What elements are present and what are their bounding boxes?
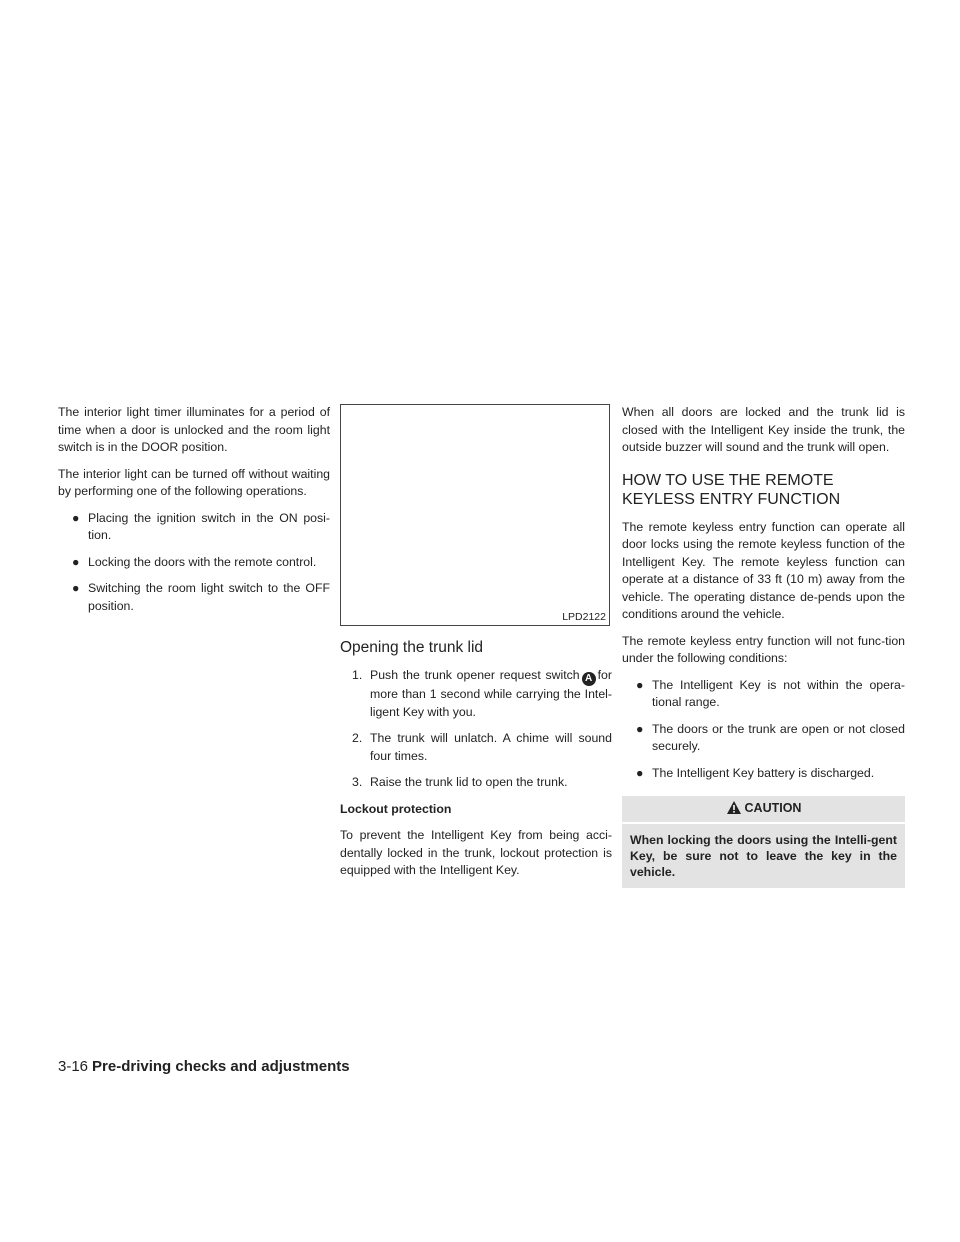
caution-text: When locking the doors using the Intelli-gent Key, be sure not to leave the key in the vehicle. <box>630 833 897 879</box>
interior-light-off-paragraph: The interior light can be turned off without waiting by performing one of the following operations. <box>58 466 330 498</box>
page-number: 3-16 <box>58 1058 89 1075</box>
middle-column <box>340 404 612 889</box>
left-column <box>58 404 330 624</box>
bullet-icon: ● <box>72 554 80 569</box>
remote-keyless-conditions-paragraph: The remote keyless entry function will not func-tion under the following conditions: <box>622 633 905 665</box>
opening-trunk-heading: Opening the trunk lid <box>340 639 484 656</box>
interior-light-timer-paragraph: The interior light timer illuminates for a period of time when a door is unlocked and the room light switch is in the DOOR position. <box>58 405 330 454</box>
lockout-protection-paragraph: To prevent the Intelligent Key from being acci-dentally locked in the trunk, lockout protection is equipped with the Intelligent Key. <box>340 828 612 877</box>
trunk-steps-list <box>340 667 612 792</box>
right-column <box>622 404 905 888</box>
bullet-icon: ● <box>636 765 644 780</box>
list-item: ● The Intelligent Key battery is discharged. <box>622 765 905 783</box>
list-item: ● The Intelligent Key is not within the opera-tional range. <box>636 677 905 709</box>
remote-keyless-description-paragraph: The remote keyless entry function can operate all door locks using the remote keyless function of the Intelligent Key. The remote keyless function can operate at a distance of 33 ft (10 m) away from the vehicle. The operating distance de-pends upon the conditions around the vehicle. <box>622 519 905 621</box>
list-item: 2. The trunk will unlatch. A chime will sound four times. <box>352 731 612 763</box>
bullet-icon: ● <box>636 677 644 692</box>
list-item: ● Placing the ignition switch in the ON posi-tion. <box>72 510 330 542</box>
list-item: ● Switching the room light switch to the OFF position. <box>72 581 330 613</box>
remote-keyless-conditions-list <box>622 677 905 783</box>
remote-keyless-heading: HOW TO USE THE REMOTE KEYLESS ENTRY FUNCTION <box>622 471 841 508</box>
callout-a-icon: A <box>582 672 596 686</box>
list-item: ● Locking the doors with the remote control. <box>58 554 330 572</box>
trunk-buzzer-paragraph: When all doors are locked and the trunk lid is closed with the Intelligent Key inside the trunk, the outside buzzer will sound and the trunk will open. <box>622 405 905 454</box>
warning-triangle-icon <box>726 800 742 815</box>
list-item: 1. Push the trunk opener request switch A for more than 1 second while carrying the Intel-ligent Key with you. <box>352 668 612 719</box>
bullet-icon: ● <box>72 581 80 595</box>
list-item: 3. Raise the trunk lid to open the trunk. <box>352 775 568 789</box>
trunk-illustration-figure <box>340 404 610 626</box>
page-footer <box>58 1057 350 1077</box>
bullet-icon: ● <box>72 510 80 525</box>
interior-light-operations-list <box>58 510 330 616</box>
figure-label: LPD2122 <box>562 611 606 623</box>
bullet-icon: ● <box>636 721 644 736</box>
caution-box <box>622 796 905 888</box>
section-title: Pre-driving checks and adjustments <box>92 1058 350 1075</box>
lockout-protection-heading: Lockout protection <box>340 801 452 816</box>
caution-header: CAUTION <box>622 796 905 824</box>
list-item: ● The doors or the trunk are open or not closed securely. <box>636 721 905 753</box>
